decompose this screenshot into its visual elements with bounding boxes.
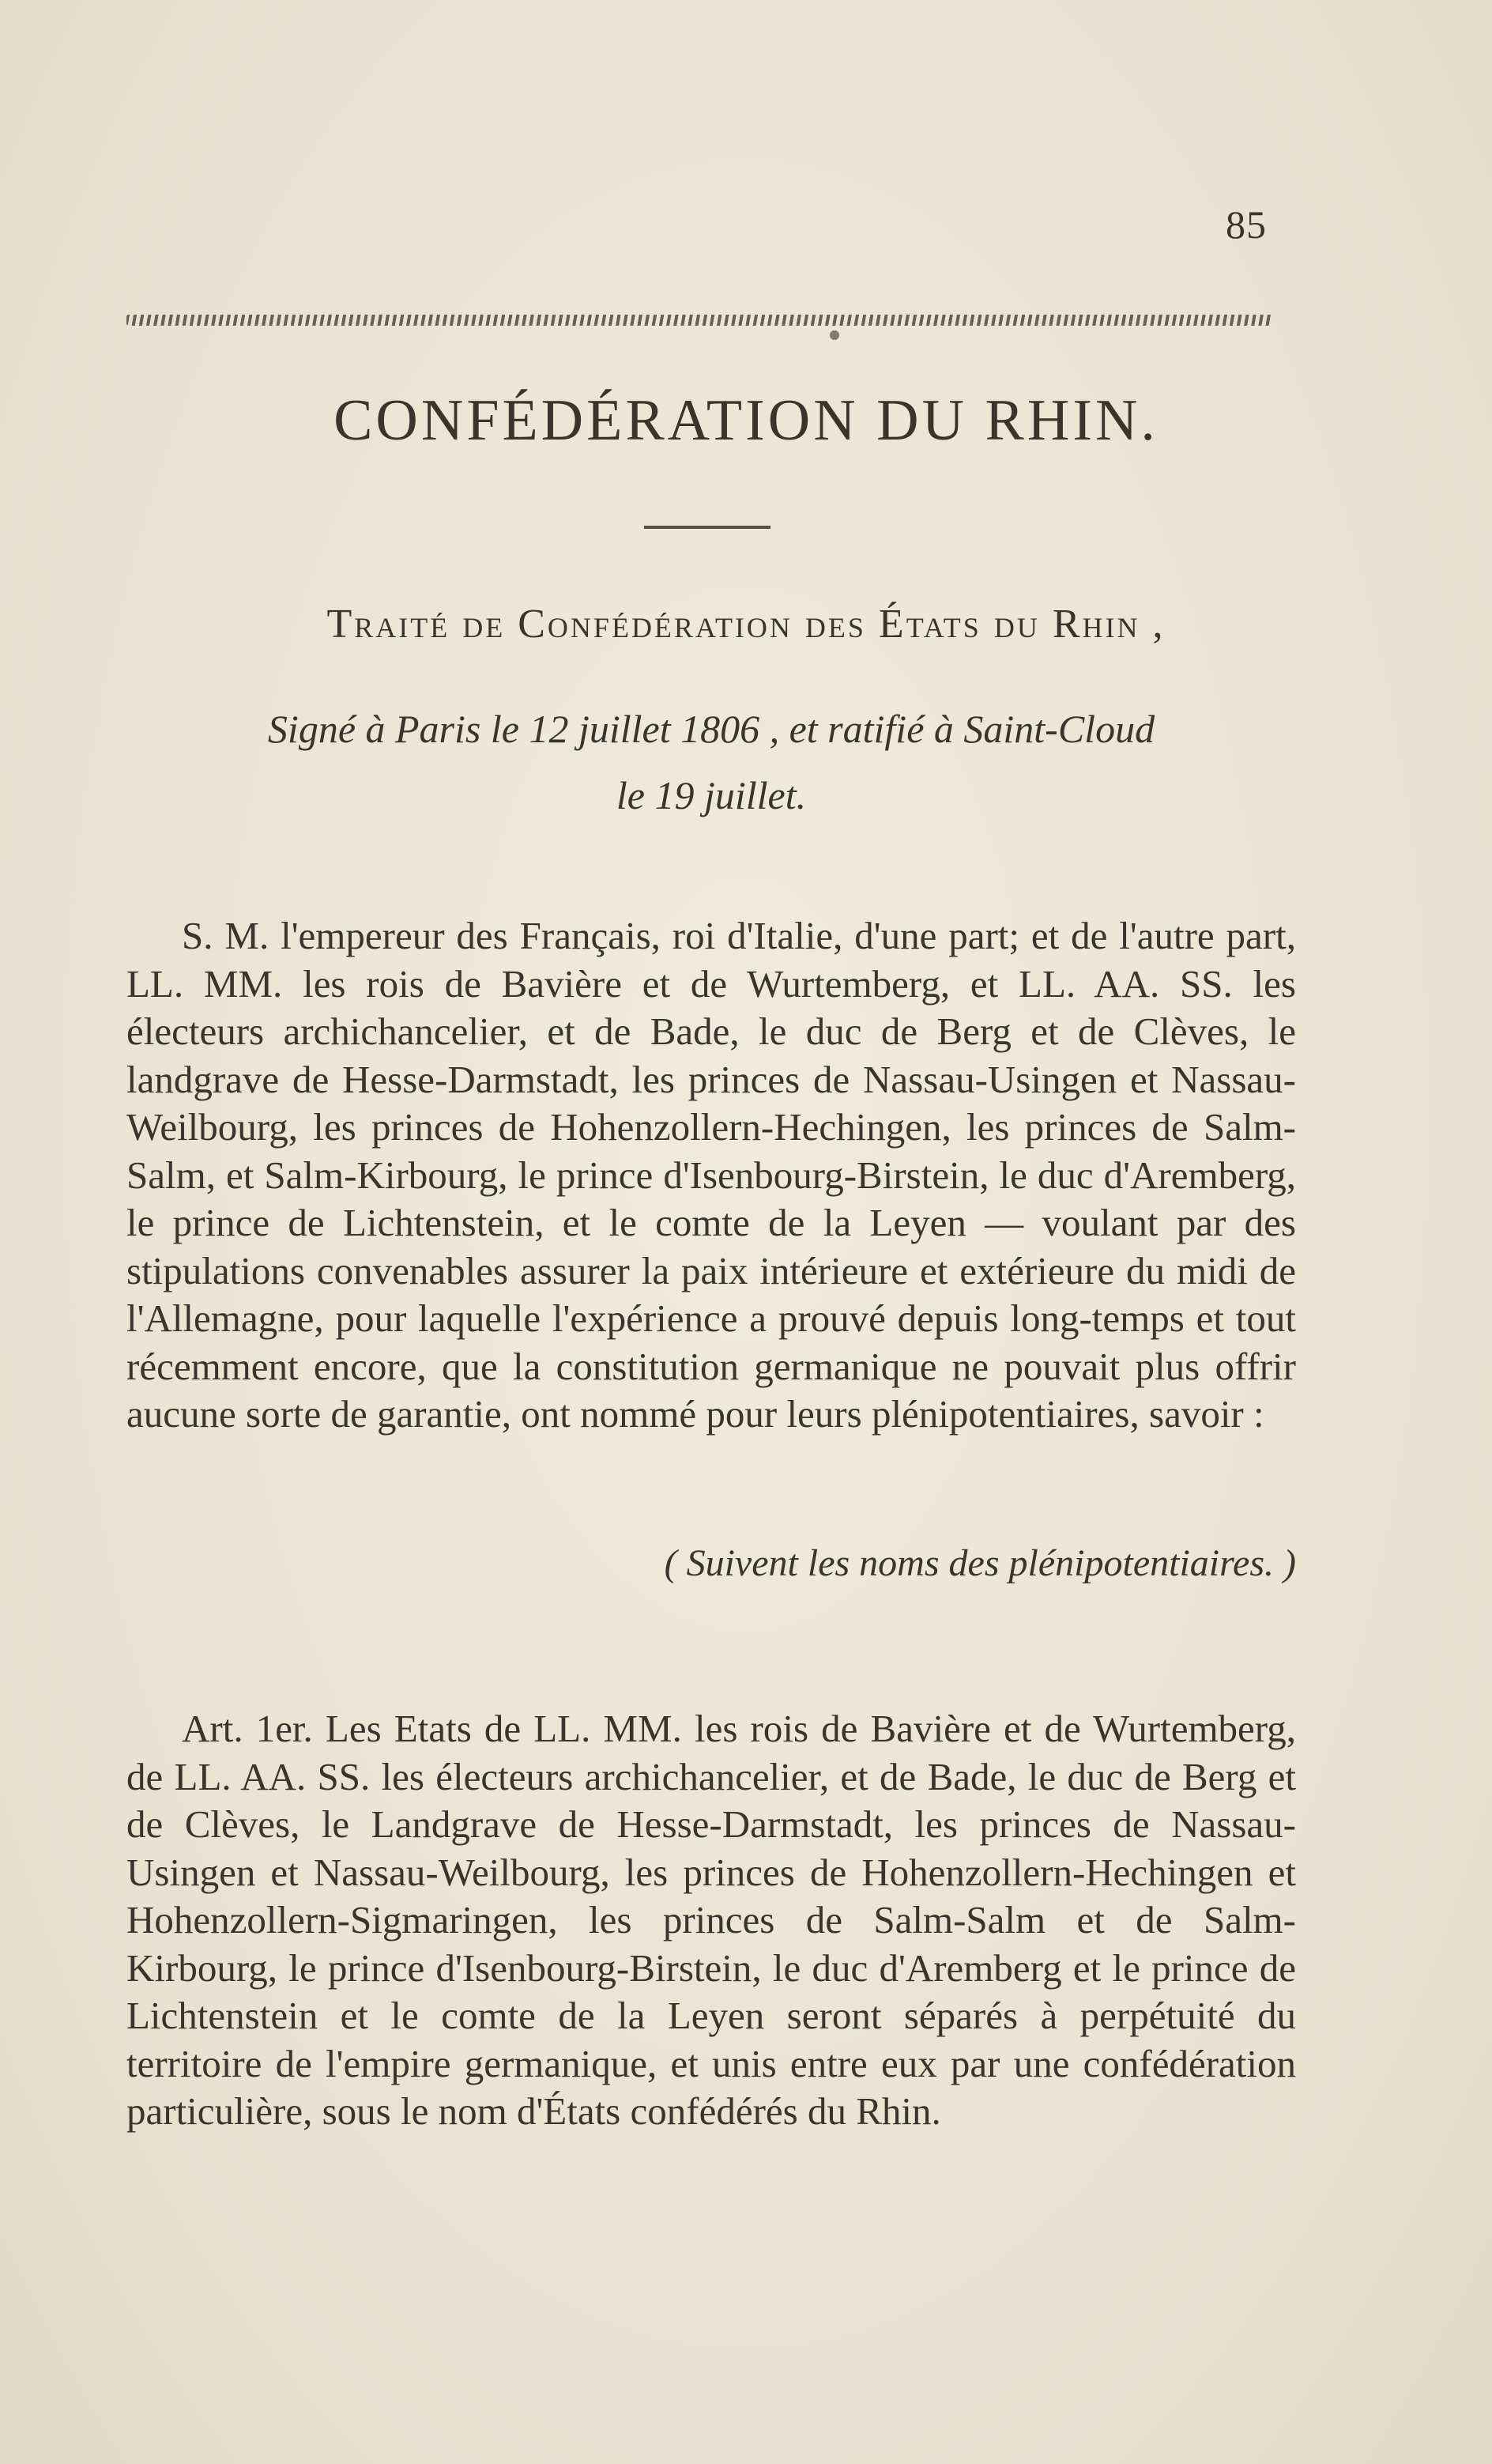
ornament-dot [830, 330, 839, 340]
page-title: CONFÉDÉRATION DU RHIN. [333, 388, 1159, 453]
title-divider [644, 526, 770, 529]
plenipotentiaries-note: ( Suivent les noms des plénipotentiaires. ) [664, 1542, 1296, 1584]
signature-date-line [146, 696, 1276, 828]
preamble-paragraph: S. M. l'empereur des Français, roi d'Italie, d'une part; et de l'autre part, LL. MM. les rois de Bavière et de Wurtemberg, et LL. AA. SS. les électeurs archichancelier, et de Bade, le duc de Berg et de Clèves, le landgrave de Hesse-Darmstadt, les princes de Nassau-Usingen et Nassau-Weilbourg, les princes de Hohenzollern-Hechingen, les princes de Salm-Salm, et Salm-Kirbourg, le prince d'Isenbourg-Birstein, le duc d'Aremberg, le prince de Lichtenstein, et le comte de la Leyen — voulant par des stipulations convenables assurer la paix intérieure et extérieure du midi de l'Allemagne, pour laquelle l'expérience a prouvé depuis long-temps et tout récemment encore, que la constitution germanique ne pouvait plus offrir aucune sorte de garantie, ont nommé pour leurs plénipotentiaires, savoir : [126, 914, 1296, 1436]
treaty-heading: Traité de Confédération des États du Rhin , [326, 602, 1166, 647]
signature-date-line-1: Signé à Paris le 12 juillet 1806 , et ratifié à Saint-Cloud [267, 707, 1155, 751]
page-number: 85 [1226, 202, 1267, 247]
ornamental-rule [126, 315, 1272, 326]
signature-date-line-2: le 19 juillet. [616, 773, 807, 817]
article-1-paragraph: Art. 1er. Les Etats de LL. MM. les rois de Bavière et de Wurtemberg, de LL. AA. SS. les électeurs archichancelier, et de Bade, le duc de Berg et de Clèves, le Landgrave de Hesse-Darmstadt, les princes de Nassau-Usingen et Nassau-Weilbourg, les princes de Hohenzollern-Hechingen et Hohenzollern-Sigmaringen, les princes de Salm-Salm et de Salm-Kirbourg, le prince d'Isenbourg-Birstein, le duc d'Aremberg et le prince de Lichtenstein et le comte de la Leyen seront séparés à perpétuité du territoire de l'empire germanique, et unis entre eux par une confédération particulière, sous le nom d'États confédérés du Rhin. [126, 1707, 1296, 2133]
